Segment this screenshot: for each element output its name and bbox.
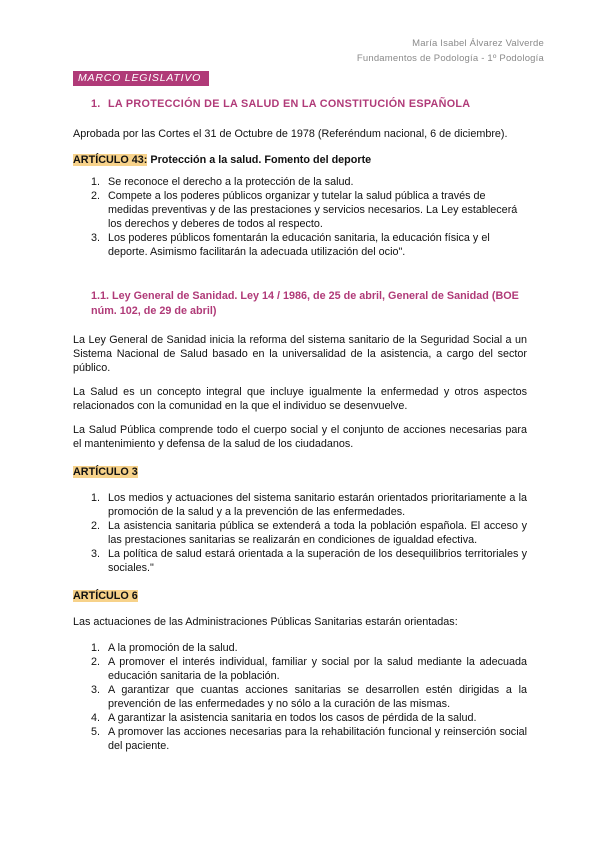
article-3-heading: ARTÍCULO 3: [73, 466, 138, 478]
list-item: 3. La política de salud estará orientada a la superación de los desequilibrios territoriales y sociales.": [91, 548, 527, 574]
article-43-heading: [73, 153, 527, 167]
author-name: María Isabel Álvarez Valverde: [412, 38, 544, 49]
article-43-list: [73, 175, 527, 259]
article-3-list: [73, 491, 527, 575]
list-item: 1. A la promoción de la salud.: [91, 642, 238, 654]
list-item: 3. Los poderes públicos fomentarán la educación sanitaria, la educación física y el deporte. Asimismo facilitarán la adecuada utilización del ocio".: [91, 232, 490, 258]
constitution-intro: Aprobada por las Cortes el 31 de Octubre de 1978 (Referéndum nacional, 6 de diciembre).: [73, 128, 508, 140]
list-item: 2. A promover el interés individual, familiar y social por la salud mediante la adecuada educación sanitaria de la población.: [91, 656, 527, 682]
list-item: 2. Compete a los poderes públicos organizar y tutelar la salud pública a través de medidas preventivas y de las prestaciones y servicios necesarios. La Ley establecerá los derechos y deberes de todos al respecto.: [91, 190, 518, 230]
paragraph: La Salud es un concepto integral que incluye igualmente la enfermedad y otros aspectos relacionados con la comunidad en la que el individuo se desenvuelve.: [73, 386, 527, 412]
list-item: 3. A garantizar que cuantas acciones sanitarias se desarrollen estén dirigidas a la prevención de las enfermedades y no sólo a la curación de las mismas.: [91, 684, 527, 710]
list-item: 1. Los medios y actuaciones del sistema sanitario estarán orientados prioritariamente a la promoción de la salud y a la prevención de las enfermedades.: [91, 492, 527, 518]
list-item: 1. Se reconoce el derecho a la protección de la salud.: [91, 176, 354, 188]
section-tag: MARCO LEGISLATIVO: [73, 71, 209, 86]
article-6-intro: Las actuaciones de las Administraciones Públicas Sanitarias estarán orientadas:: [73, 616, 458, 628]
page-header: [357, 36, 544, 66]
course-name: Fundamentos de Podología - 1º Podología: [356, 53, 544, 64]
section-1-heading: [91, 97, 527, 111]
list-item: 5. A promover las acciones necesarias para la rehabilitación funcional y reinserción social del paciente.: [91, 726, 527, 752]
section-1-1-heading: 1.1. Ley General de Sanidad. Ley 14 / 1986, de 25 de abril, General de Sanidad (BOE núm. 102, de 29 de abril): [91, 290, 519, 317]
list-item: 2. La asistencia sanitaria pública se extenderá a toda la población española. El acceso y las prestaciones sanitarias se realizarán en condiciones de igualdad efectiva.: [91, 520, 527, 546]
section-1-title: LA PROTECCIÓN DE LA SALUD EN LA CONSTITUCIÓN ESPAÑOLA: [108, 98, 471, 110]
paragraph: La Ley General de Sanidad inicia la reforma del sistema sanitario de la Seguridad Social a un Sistema Nacional de Salud basado en la universalidad de la asistencia, a cargo del sector público.: [73, 334, 527, 374]
article-6-heading: ARTÍCULO 6: [73, 590, 138, 602]
list-item: 4. A garantizar la asistencia sanitaria en todos los casos de pérdida de la salud.: [91, 712, 477, 724]
article-43-label: ARTÍCULO 43:: [73, 154, 148, 166]
article-43-title: Protección a la salud. Fomento del deporte: [147, 154, 372, 166]
document-body: [73, 93, 527, 753]
paragraph: La Salud Pública comprende todo el cuerpo social y el conjunto de acciones necesarias para el mantenimiento y defensa de la salud de los ciudadanos.: [73, 424, 527, 450]
article-6-list: [73, 641, 527, 753]
section-1-number: 1.: [91, 98, 101, 110]
